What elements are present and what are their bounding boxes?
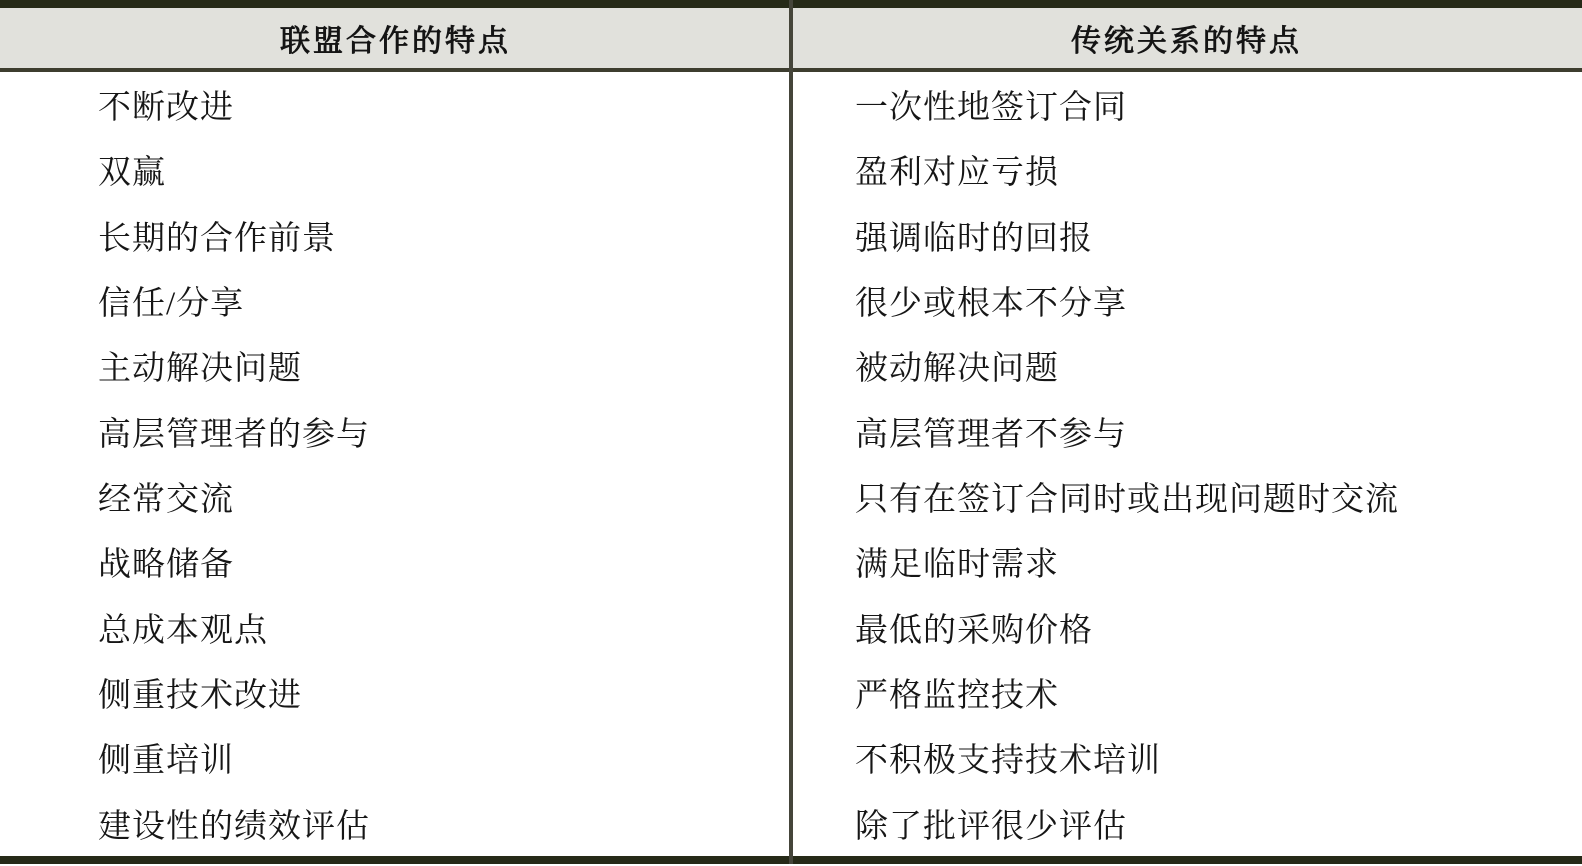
header-cell-alliance	[0, 8, 791, 68]
column-divider	[789, 0, 793, 864]
traditional-cell: 盈利对应亏损	[855, 155, 1059, 192]
alliance-cell: 总成本观点	[98, 612, 268, 649]
traditional-cell: 除了批评很少评估	[855, 808, 1127, 845]
traditional-cell: 被动解决问题	[855, 351, 1059, 388]
header-alliance-label: 联盟合作的特点	[280, 25, 511, 58]
traditional-cell: 满足临时需求	[855, 547, 1059, 584]
traditional-cell: 最低的采购价格	[855, 612, 1093, 649]
traditional-cell: 只有在签订合同时或出现问题时交流	[855, 482, 1399, 519]
alliance-cell: 建设性的绩效评估	[98, 808, 370, 845]
alliance-cell: 战略储备	[98, 547, 234, 584]
alliance-cell: 长期的合作前景	[98, 220, 336, 257]
alliance-cell: 不断改进	[98, 90, 234, 127]
alliance-cell: 双赢	[98, 155, 166, 192]
traditional-cell: 不积极支持技术培训	[855, 743, 1161, 780]
alliance-cell: 侧重培训	[98, 743, 234, 780]
header-cell-traditional	[791, 8, 1582, 68]
alliance-cell: 高层管理者的参与	[98, 416, 370, 453]
traditional-cell: 高层管理者不参与	[855, 416, 1127, 453]
header-traditional-label: 传统关系的特点	[1071, 25, 1302, 58]
alliance-cell: 经常交流	[98, 482, 234, 519]
traditional-cell: 严格监控技术	[855, 678, 1059, 715]
alliance-cell: 侧重技术改进	[98, 678, 302, 715]
traditional-cell: 一次性地签订合同	[855, 90, 1127, 127]
traditional-cell: 强调临时的回报	[855, 220, 1093, 257]
alliance-cell: 信任/分享	[98, 286, 245, 323]
traditional-cell: 很少或根本不分享	[855, 286, 1127, 323]
alliance-cell: 主动解决问题	[98, 351, 302, 388]
